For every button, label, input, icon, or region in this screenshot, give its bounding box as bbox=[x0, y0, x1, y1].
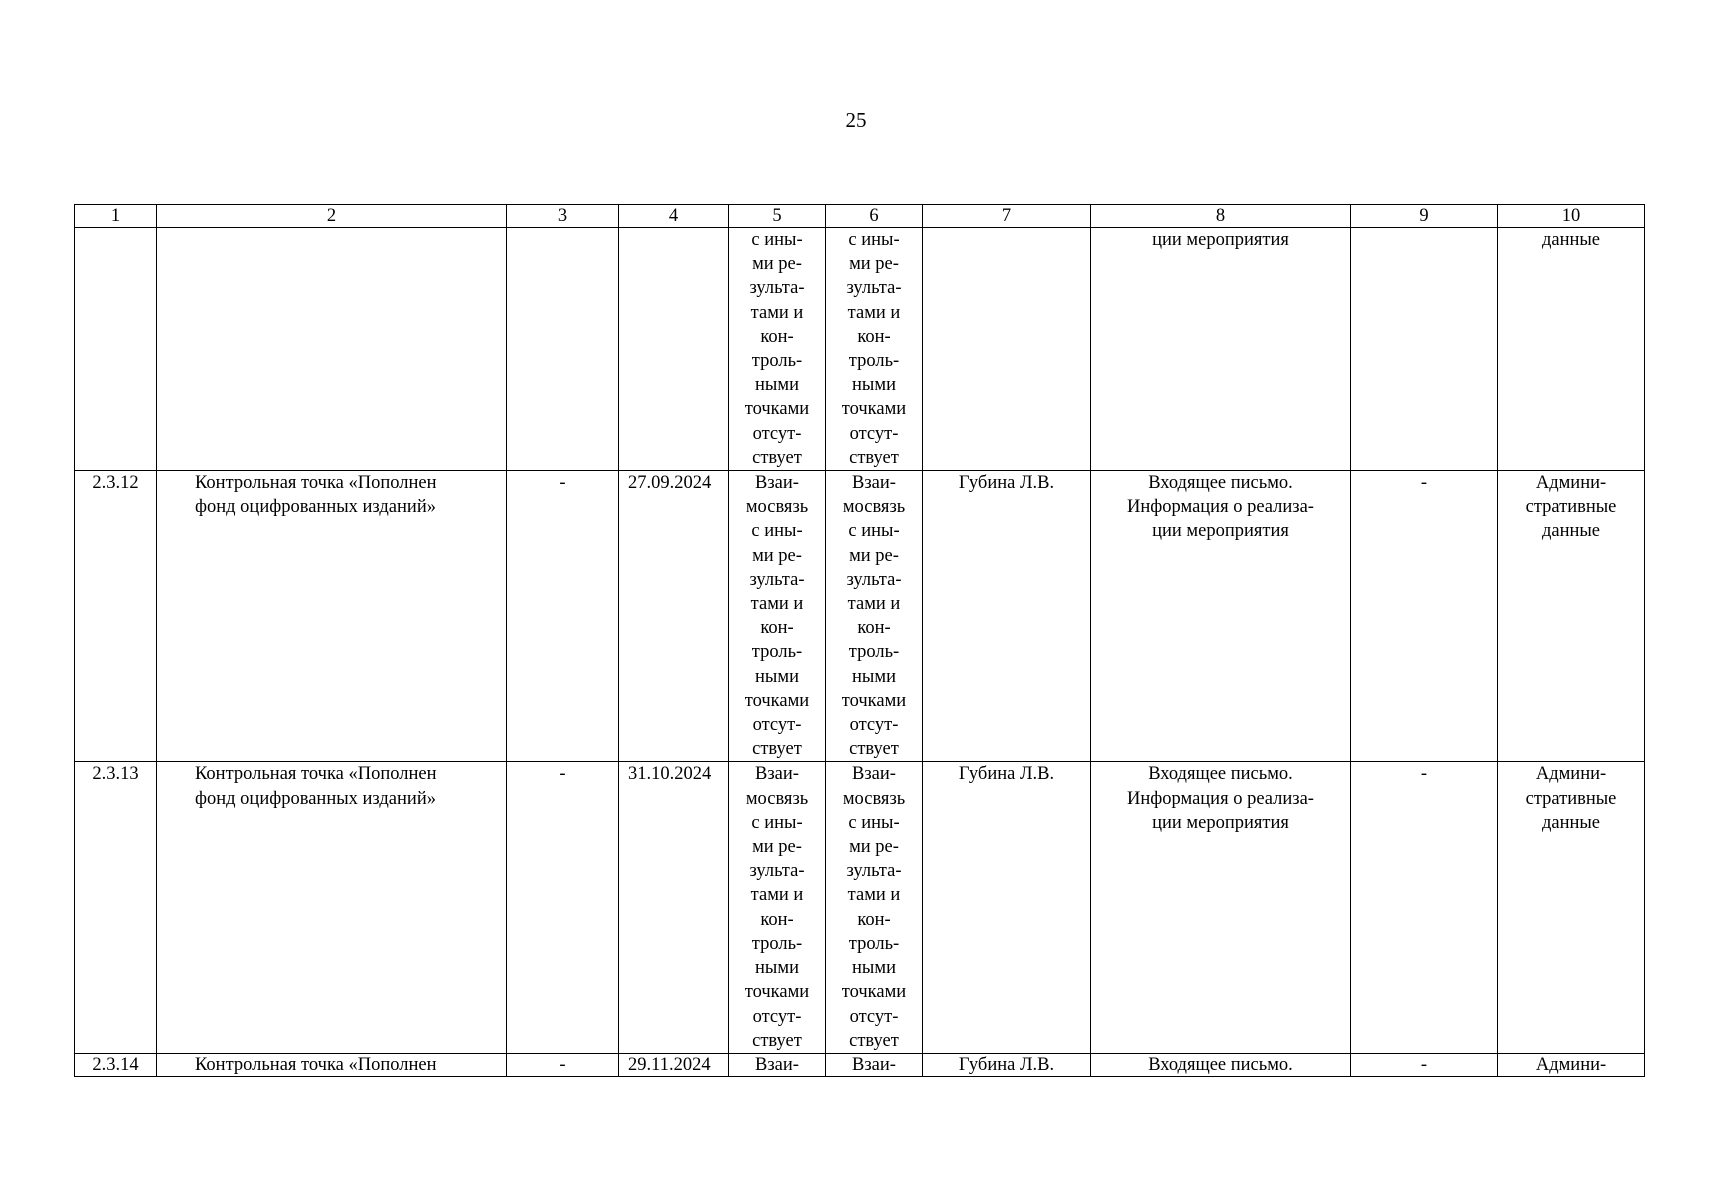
source-cell: Админи- стративные данные bbox=[1498, 471, 1645, 762]
header-cell-8: 8 bbox=[1091, 205, 1351, 228]
document-cell: Входящее письмо. Информация о реализа- ции мероприятия bbox=[1091, 471, 1351, 762]
col3-cell bbox=[507, 228, 619, 471]
relation-cell: Взаи- bbox=[729, 1053, 826, 1076]
responsible-cell bbox=[923, 228, 1091, 471]
header-cell-5: 5 bbox=[729, 205, 826, 228]
col3-cell: - bbox=[507, 1053, 619, 1076]
relation-cell: Взаи- мосвязь с ины- ми ре- зульта- тами и кон- троль- ными точками отсут- ствует bbox=[729, 471, 826, 762]
source-cell: Админи- стративные данные bbox=[1498, 762, 1645, 1053]
relation-cell-2: Взаи- мосвязь с ины- ми ре- зульта- тами и кон- троль- ными точками отсут- ствует bbox=[826, 762, 923, 1053]
event-name-cell: Контрольная точка «Пополнен bbox=[157, 1053, 507, 1076]
row-number-cell: 2.3.12 bbox=[75, 471, 157, 762]
data-table bbox=[74, 204, 1645, 1077]
date-cell: 31.10.2024 bbox=[619, 762, 729, 1053]
header-cell-1: 1 bbox=[75, 205, 157, 228]
relation-cell: с ины- ми ре- зульта- тами и кон- троль- ными точками отсут- ствует bbox=[729, 228, 826, 471]
source-cell: данные bbox=[1498, 228, 1645, 471]
header-cell-2: 2 bbox=[157, 205, 507, 228]
responsible-cell: Губина Л.В. bbox=[923, 762, 1091, 1053]
header-row bbox=[75, 205, 1645, 228]
source-cell: Админи- bbox=[1498, 1053, 1645, 1076]
event-name-cell bbox=[157, 228, 507, 471]
document-cell: Входящее письмо. bbox=[1091, 1053, 1351, 1076]
col9-cell: - bbox=[1351, 471, 1498, 762]
table-row bbox=[75, 1053, 1645, 1076]
row-number-cell: 2.3.13 bbox=[75, 762, 157, 1053]
date-cell: 27.09.2024 bbox=[619, 471, 729, 762]
relation-cell-2: Взаи- мосвязь с ины- ми ре- зульта- тами и кон- троль- ными точками отсут- ствует bbox=[826, 471, 923, 762]
header-cell-10: 10 bbox=[1498, 205, 1645, 228]
page-number: 25 bbox=[845, 108, 867, 132]
col9-cell bbox=[1351, 228, 1498, 471]
document-cell: ции мероприятия bbox=[1091, 228, 1351, 471]
header-cell-9: 9 bbox=[1351, 205, 1498, 228]
relation-cell-2: Взаи- bbox=[826, 1053, 923, 1076]
header-cell-6: 6 bbox=[826, 205, 923, 228]
event-name-cell: Контрольная точка «Пополнен фонд оцифрованных изданий» bbox=[157, 762, 507, 1053]
document-cell: Входящее письмо. Информация о реализа- ции мероприятия bbox=[1091, 762, 1351, 1053]
relation-cell: Взаи- мосвязь с ины- ми ре- зульта- тами и кон- троль- ными точками отсут- ствует bbox=[729, 762, 826, 1053]
col3-cell: - bbox=[507, 762, 619, 1053]
col3-cell: - bbox=[507, 471, 619, 762]
header-cell-4: 4 bbox=[619, 205, 729, 228]
header-cell-3: 3 bbox=[507, 205, 619, 228]
row-number-cell: 2.3.14 bbox=[75, 1053, 157, 1076]
header-cell-7: 7 bbox=[923, 205, 1091, 228]
table-row bbox=[75, 228, 1645, 471]
table-row bbox=[75, 471, 1645, 762]
date-cell: 29.11.2024 bbox=[619, 1053, 729, 1076]
col9-cell: - bbox=[1351, 762, 1498, 1053]
responsible-cell: Губина Л.В. bbox=[923, 471, 1091, 762]
table-row bbox=[75, 762, 1645, 1053]
responsible-cell: Губина Л.В. bbox=[923, 1053, 1091, 1076]
date-cell bbox=[619, 228, 729, 471]
event-name-cell: Контрольная точка «Пополнен фонд оцифрованных изданий» bbox=[157, 471, 507, 762]
relation-cell-2: с ины- ми ре- зульта- тами и кон- троль- ными точками отсут- ствует bbox=[826, 228, 923, 471]
row-number-cell bbox=[75, 228, 157, 471]
col9-cell: - bbox=[1351, 1053, 1498, 1076]
